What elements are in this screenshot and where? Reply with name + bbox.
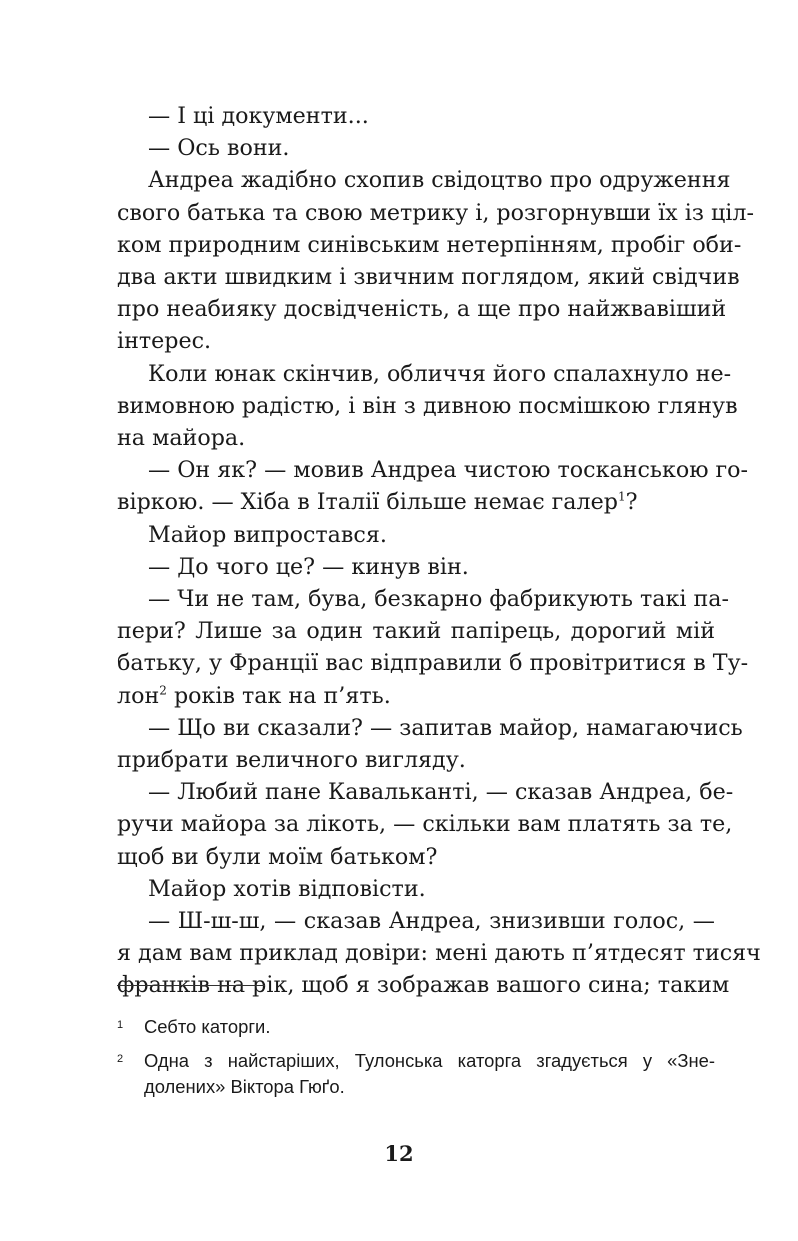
footnotes	[117, 1014, 715, 1108]
footnote-ref-2[interactable]: 2	[159, 683, 167, 698]
text-line: Майор випростався.	[148, 521, 387, 548]
main-text	[117, 100, 761, 1002]
footnote-mark: 1	[117, 1019, 124, 1031]
text-line	[117, 680, 715, 712]
text-line: — Ось вони.	[148, 135, 290, 162]
text-line: пери? Лише за один такий папірець, дорогий мій	[117, 618, 715, 645]
text-line: Андреа жадібно схопив свідоцтво про одруження	[148, 167, 731, 194]
text-line: інтерес.	[117, 328, 212, 355]
text-line: свого батька та свою метрику і, розгорнувши їх із ціл-	[117, 199, 754, 226]
text-line: батьку, у Франції вас відправили б провітритися в Ту-	[117, 650, 749, 677]
footnote-mark: 2	[117, 1053, 124, 1065]
text-line: Майор хотів відповісти.	[148, 875, 426, 902]
footnote-2	[117, 1048, 715, 1100]
text-line: Коли юнак скінчив, обличчя його спалахнуло не-	[148, 360, 732, 387]
text-fragment: ?	[625, 489, 638, 516]
text-line: про неабияку досвідченість, а ще про найжвавіший	[117, 296, 727, 323]
text-line: — Що ви сказали? — запитав майор, намагаючись	[148, 714, 743, 741]
footnote-divider	[117, 985, 265, 986]
text-line: — Ш-ш-ш, — сказав Андреа, знизивши голос, —	[148, 908, 715, 935]
text-line: — До чого це? — кинув він.	[148, 553, 469, 580]
text-line: прибрати величного вигляду.	[117, 747, 466, 774]
text-line: я дам вам приклад довіри: мені дають п’ятдесят тисяч	[117, 940, 761, 967]
text-fragment: віркою. — Хіба в Італії більше немає галер	[117, 489, 618, 516]
text-line	[117, 486, 715, 518]
text-line: два акти швидким і звичним поглядом, який свідчив	[117, 264, 740, 291]
page-body	[117, 100, 761, 1002]
text-line: — І ці документи...	[148, 103, 369, 129]
footnote-ref-1[interactable]: 1	[617, 490, 626, 505]
text-line: вимовною радістю, і він з дивною посмішкою глянув	[117, 392, 738, 419]
footnote-text-line: долених» Віктора Гюґо.	[144, 1076, 345, 1097]
footnote-1	[117, 1014, 715, 1040]
text-line: щоб ви були моїм батьком?	[117, 843, 438, 870]
footnote-text-line: Одна з найстаріших, Тулонська каторга згадується у «Зне-	[144, 1050, 715, 1071]
page-number: 12	[384, 1141, 414, 1166]
text-fragment: лон	[117, 682, 160, 709]
text-line: франків на рік, щоб я зображав вашого сина; таким	[117, 972, 730, 999]
text-line: — Любий пане Кавальканті, — сказав Андреа, бе-	[148, 779, 734, 806]
footnote-text: Себто каторги.	[144, 1016, 271, 1037]
text-line: ком природним синівським нетерпінням, пробіг оби-	[117, 231, 742, 258]
text-line: — Чи не там, бува, безкарно фабрикують такі па-	[148, 586, 730, 613]
text-line: на майора.	[117, 425, 246, 452]
text-line: ручи майора за лікоть, — скільки вам платять за те,	[117, 811, 733, 838]
text-line: — Он як? — мовив Андреа чистою тосканською го-	[148, 457, 749, 484]
text-fragment: років так на п’ять.	[166, 682, 391, 709]
